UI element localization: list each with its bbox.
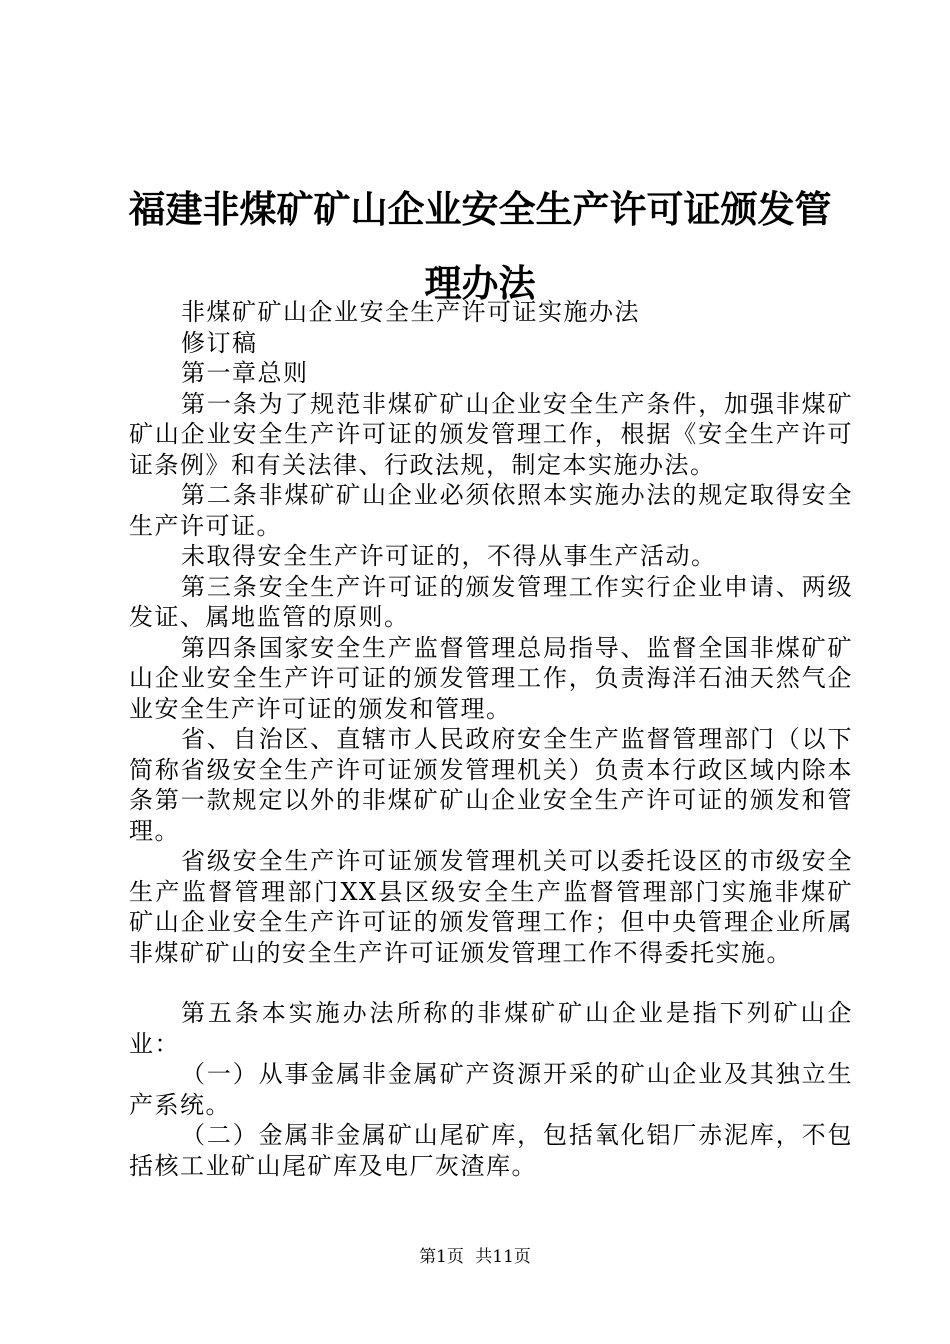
paragraph: （一）从事金属非金属矿产资源开采的矿山企业及其独立生产系统。 (129, 1060, 853, 1119)
page-total: 共11页 (475, 1247, 531, 1267)
page-footer (0, 1242, 950, 1267)
paragraph: 第四条国家安全生产监督管理总局指导、监督全国非煤矿矿山企业安全生产许可证的颁发管理工作，负责海洋石油天然气企业安全生产许可证的颁发和管理。 (129, 633, 853, 723)
paragraph: 未取得安全生产许可证的，不得从事生产活动。 (181, 542, 717, 570)
page-number: 第1页 (419, 1247, 464, 1267)
document-title: 福建非煤矿矿山企业安全生产许可证颁发管理办法 (128, 187, 832, 305)
paragraph: 非煤矿矿山企业安全生产许可证实施办法 (181, 298, 640, 326)
paragraph: 第二条非煤矿矿山企业必须依照本实施办法的规定取得安全生产许可证。 (129, 481, 853, 540)
paragraph: 第一条为了规范非煤矿矿山企业安全生产条件，加强非煤矿矿山企业安全生产许可证的颁发管理工作，根据《安全生产许可证条例》和有关法律、行政法规，制定本实施办法。 (129, 389, 853, 479)
paragraph: （二）金属非金属矿山尾矿库，包括氧化铝厂赤泥库，不包括核工业矿山尾矿库及电厂灰渣库。 (129, 1121, 853, 1180)
paragraph: 修订稿 (181, 328, 258, 357)
paragraph: 省级安全生产许可证颁发管理机关可以委托设区的市级安全生产监督管理部门XX县区级安全生产监督管理部门实施非煤矿矿山企业安全生产许可证的颁发管理工作；但中央管理企业所属非煤矿矿山的安全生产许可证颁发管理工作不得委托实施。 (129, 847, 853, 967)
paragraph: 第五条本实施办法所称的非煤矿矿山企业是指下列矿山企业： (129, 999, 853, 1058)
document-body (129, 297, 853, 1181)
paragraph: 第一章总则 (181, 359, 309, 387)
paragraph: 第三条安全生产许可证的颁发管理工作实行企业申请、两级发证、属地监管的原则。 (129, 572, 853, 631)
paragraph: 省、自治区、直辖市人民政府安全生产监督管理部门（以下简称省级安全生产许可证颁发管理机关）负责本行政区域内除本条第一款规定以外的非煤矿矿山企业安全生产许可证的颁发和管理。 (129, 725, 853, 845)
